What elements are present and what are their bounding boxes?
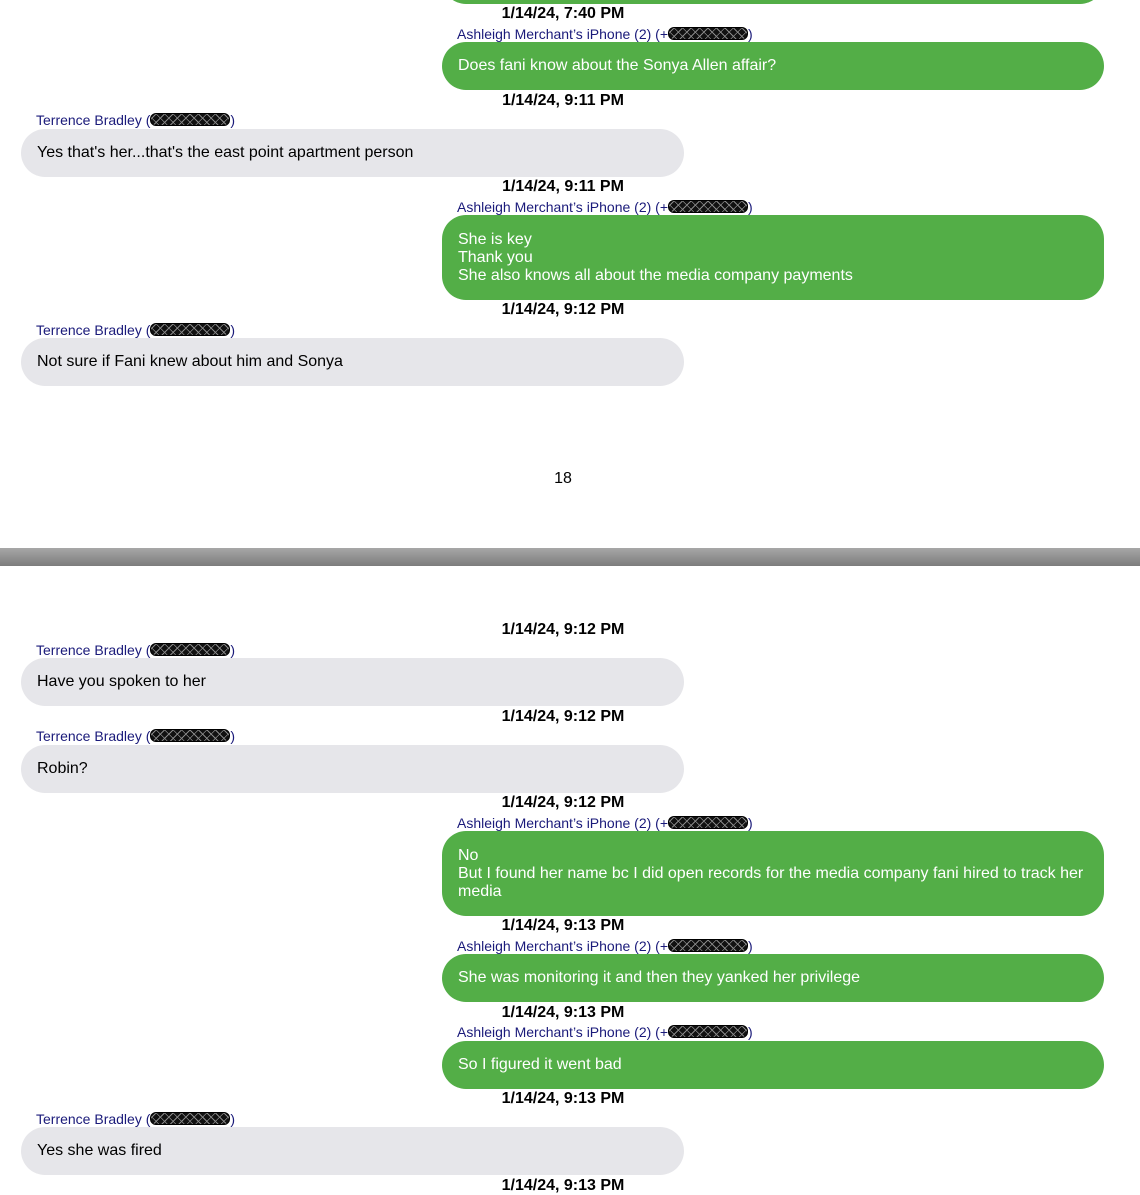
sender-label: Ashleigh Merchant’s iPhone (2) (+ ): [457, 199, 753, 215]
page-divider: [0, 548, 1140, 566]
timestamp: 1/14/24, 9:12 PM: [501, 301, 625, 318]
page-number: 18: [554, 470, 572, 487]
redacted-phone: [150, 1112, 230, 1125]
message-text: Yes that's her...that's the east point apartment person: [37, 144, 414, 161]
message-text: Not sure if Fani knew about him and Sonya: [37, 353, 343, 370]
sender-label: Terrence Bradley ( ): [36, 1111, 236, 1127]
message-bubble-incoming: [21, 745, 684, 793]
timestamp: 1/14/24, 9:13 PM: [501, 917, 625, 934]
redacted-phone: [150, 729, 230, 742]
timestamp: 1/14/24, 9:12 PM: [501, 794, 625, 811]
timestamp: 1/14/24, 9:12 PM: [501, 708, 625, 725]
message-bubble-partial: [442, 0, 1104, 4]
redacted-phone: [668, 816, 748, 829]
timestamp: 1/14/24, 9:11 PM: [502, 92, 624, 109]
timestamp: 1/14/24, 9:12 PM: [501, 621, 625, 638]
sender-label: Ashleigh Merchant’s iPhone (2) (+ ): [457, 815, 753, 831]
sender-label: Terrence Bradley ( ): [36, 112, 236, 128]
message-bubble-incoming: [21, 1127, 684, 1175]
timestamp: 1/14/24, 9:13 PM: [501, 1090, 625, 1107]
redacted-phone: [668, 1025, 748, 1038]
message-bubble-incoming: [21, 658, 684, 706]
message-text: Does fani know about the Sonya Allen affair?: [458, 57, 777, 74]
sender-label: Terrence Bradley ( ): [36, 642, 236, 658]
sender-label: Ashleigh Merchant’s iPhone (2) (+ ): [457, 26, 753, 42]
redacted-phone: [668, 939, 748, 952]
message-text: Robin?: [37, 760, 88, 777]
message-bubble-incoming: [21, 129, 684, 177]
message-text: Yes she was fired: [37, 1142, 162, 1159]
timestamp: 1/14/24, 7:40 PM: [501, 5, 625, 22]
timestamp: 1/14/24, 9:13 PM: [501, 1004, 625, 1021]
message-text: So I figured it went bad: [458, 1056, 622, 1073]
message-text: She was monitoring it and then they yanked her privilege: [458, 969, 861, 986]
redacted-phone: [668, 27, 748, 40]
sender-label: Terrence Bradley ( ): [36, 322, 236, 338]
message-bubble-outgoing: [442, 42, 1104, 90]
message-text: She is key Thank you She also knows all about the media company payments: [458, 230, 853, 284]
message-bubble-outgoing: [442, 954, 1104, 1002]
redacted-phone: [668, 200, 748, 213]
sender-label: Ashleigh Merchant’s iPhone (2) (+ ): [457, 938, 753, 954]
sender-label: Terrence Bradley ( ): [36, 728, 236, 744]
message-bubble-outgoing: [442, 831, 1104, 916]
message-text: Have you spoken to her: [37, 673, 206, 690]
message-bubble-incoming: [21, 338, 684, 386]
timestamp: 1/14/24, 9:11 PM: [502, 178, 624, 195]
message-bubble-outgoing: [442, 1041, 1104, 1089]
redacted-phone: [150, 113, 230, 126]
sender-label: Ashleigh Merchant’s iPhone (2) (+ ): [457, 1024, 753, 1040]
redacted-phone: [150, 323, 230, 336]
redacted-phone: [150, 643, 230, 656]
message-bubble-outgoing: [442, 215, 1104, 300]
timestamp: 1/14/24, 9:13 PM: [501, 1177, 625, 1194]
message-text: No But I found her name bc I did open records for the media company fani hired to track her media: [458, 846, 1084, 900]
